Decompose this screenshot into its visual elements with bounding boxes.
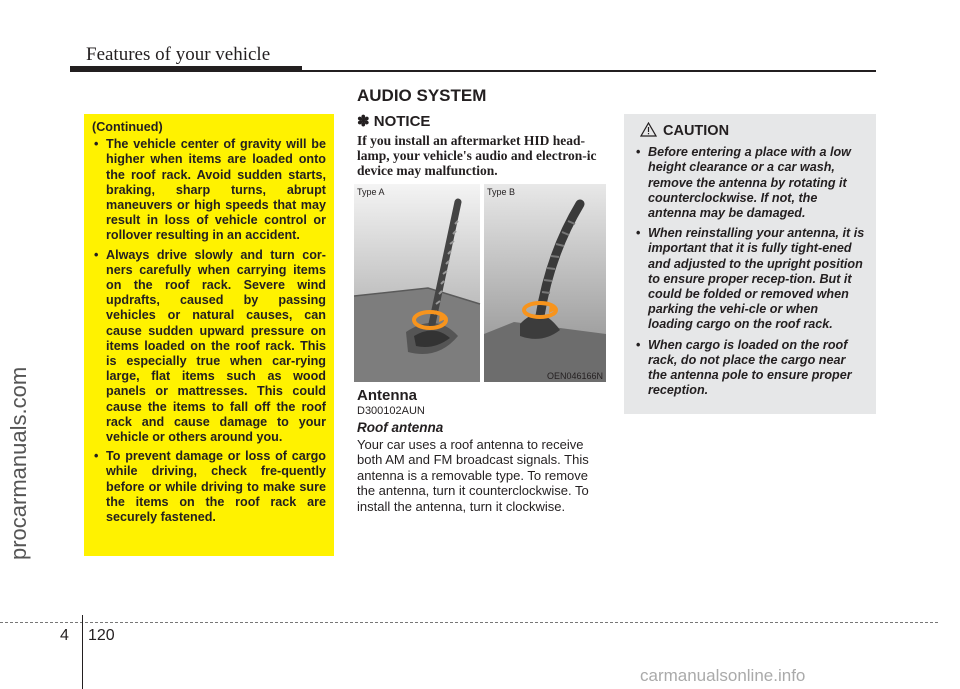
caution-box	[624, 114, 876, 414]
continued-item: • Always drive slowly and turn cor-ners carefully when carrying items on the roof rack. Severe wind updrafts, caused by passing vehicles or natural causes, can cause sudden upward pressure on items loaded on the roof rack. This is especially true when car-rying large, flat items such as wood panels or mattresses. This could cause the items to fall off the roof rack and cause damage to your vehicle or others around you.	[92, 248, 326, 446]
antenna-body-text: Your car uses a roof antenna to receive both AM and FM broadcast signals. This antenna is a removable type. To remove the antenna, turn it counterclockwise. To install the antenna, turn it clockwise.	[357, 437, 589, 514]
roof-antenna-subheading: Roof antenna	[357, 420, 444, 435]
continued-item: • To prevent damage or loss of cargo while driving, check fre-quently before or while driving to make sure the items on the roof rack are securely fastened.	[92, 449, 326, 525]
chapter-number: 4	[60, 627, 69, 644]
notice-heading: ✽ NOTICE	[357, 113, 431, 130]
caution-list	[634, 145, 866, 398]
continued-title: (Continued)	[92, 120, 163, 134]
header-rule-thick	[70, 66, 302, 72]
continued-item: • The vehicle center of gravity will be higher when items are loaded onto the roof rack. Avoid sudden starts, braking, sharp turns, abrupt maneuvers or high speeds that may result in loss of vehicle control or rollover resulting in an accident.	[92, 137, 326, 243]
footer-dashed-rule	[0, 622, 938, 623]
caution-item: • Before entering a place with a low height clearance or a car wash, remove the antenna by rotating it counterclockwise. If not, the antenna may be damaged.	[634, 145, 866, 221]
caution-header	[640, 122, 866, 141]
notice-text: If you install an aftermarket HID head-lamp, your vehicle's audio and electron-ic device may malfunction.	[357, 133, 597, 178]
type-a-label: Type A	[357, 187, 385, 197]
antenna-heading: Antenna	[357, 387, 417, 404]
side-watermark: procarmanuals.com	[6, 366, 31, 560]
page-number: 120	[88, 627, 115, 644]
caution-item: • When cargo is loaded on the roof rack, do not place the cargo near the antenna pole to ensure proper reception.	[634, 338, 866, 399]
type-b-label: Type B	[487, 187, 516, 197]
continued-list	[92, 137, 326, 525]
antenna-illustration	[354, 184, 606, 382]
continued-warning-box	[84, 114, 334, 556]
antenna-code: D300102AUN	[357, 405, 425, 417]
footer-divider	[82, 615, 83, 689]
page-header-title: Features of your vehicle	[86, 44, 271, 65]
antenna-figure	[354, 184, 606, 382]
caution-item: • When reinstalling your antenna, it is important that it is fully tight-ened and adjusted to the upright position to ensure proper recep-tion. But it could be folded or removed when parking the vehi-cle or when loading cargo on the roof rack.	[634, 226, 866, 332]
footer-watermark: carmanualsonline.info	[640, 666, 806, 685]
section-title: AUDIO SYSTEM	[357, 86, 487, 105]
figure-code: OEN046166N	[546, 371, 603, 381]
header-rule-thin	[302, 70, 876, 72]
warning-triangle-icon	[640, 122, 657, 141]
caution-title: CAUTION	[663, 123, 730, 139]
